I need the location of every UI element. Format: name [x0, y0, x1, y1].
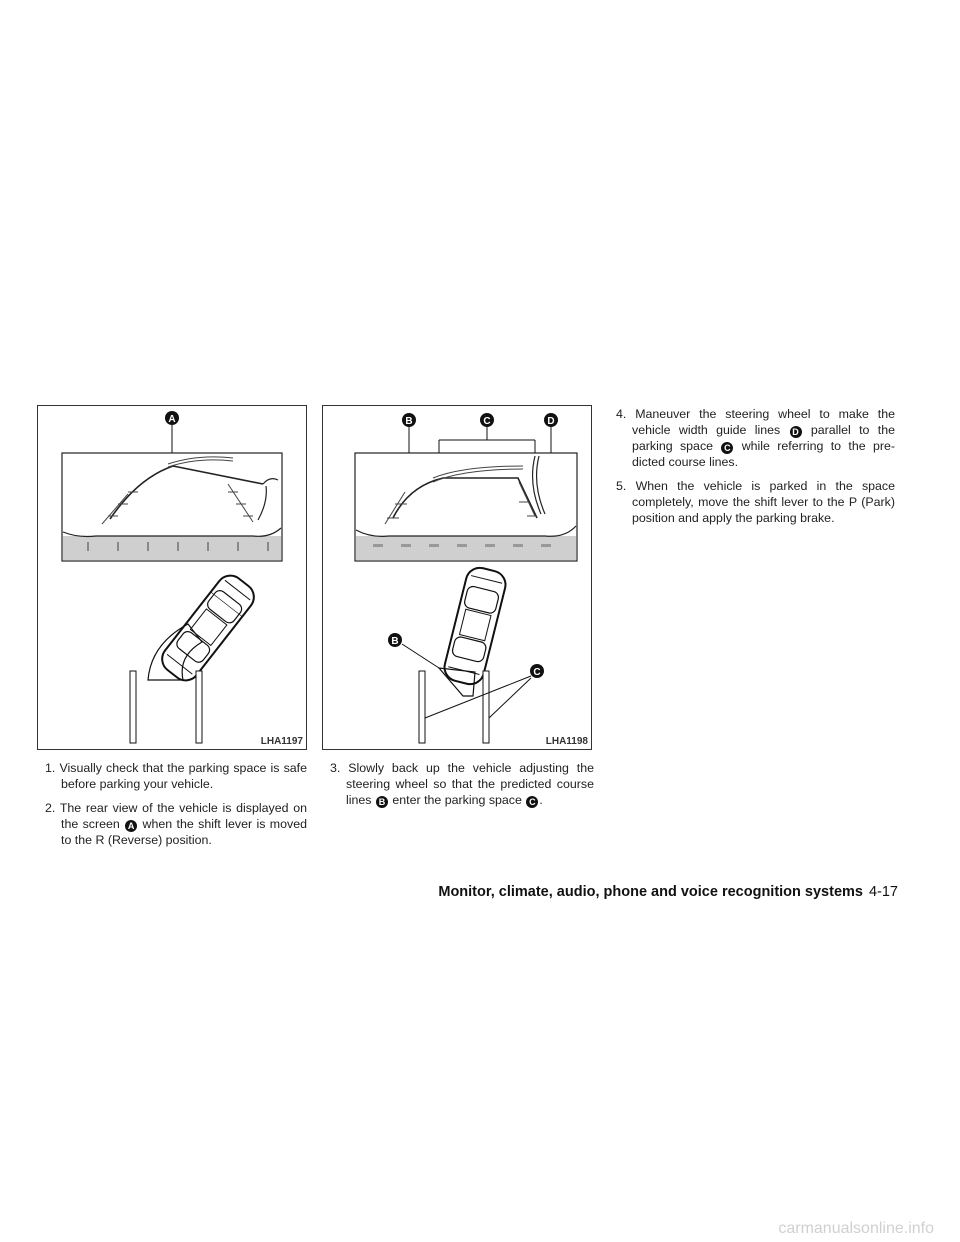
- callout-marker-icon: D: [790, 426, 802, 438]
- step-number: 4.: [616, 407, 636, 421]
- step-text: parallel to the parking space: [632, 423, 895, 453]
- step-text: Visually check that the parking space is safe before parking your vehicle.: [59, 761, 308, 791]
- callout-marker-icon: A: [125, 820, 137, 832]
- callout-marker-icon: C: [526, 796, 538, 808]
- rear-view-illustration-2: [323, 406, 593, 751]
- figure-lha1198: [322, 405, 592, 750]
- step-text: while referring to the pre-dicted course lines.: [632, 439, 895, 469]
- step-1: [37, 760, 307, 792]
- figure-id-label: LHA1198: [545, 736, 588, 747]
- svg-text:C: C: [533, 667, 541, 678]
- step-text: The rear view of the vehicle is displayed on the screen: [59, 801, 307, 831]
- step-number: 3.: [330, 761, 349, 775]
- callout-marker-icon: B: [376, 796, 388, 808]
- step-5: [608, 478, 895, 526]
- step-4: [608, 406, 895, 470]
- text-column-2: [322, 760, 594, 816]
- svg-text:C: C: [483, 416, 491, 427]
- svg-text:B: B: [405, 416, 413, 427]
- svg-text:D: D: [547, 416, 555, 427]
- rear-view-illustration-1: [38, 406, 308, 751]
- callout-marker-icon: C: [721, 442, 733, 454]
- text-column-1: [37, 760, 307, 856]
- svg-text:B: B: [391, 636, 399, 647]
- page-number: 4-17: [868, 884, 898, 900]
- step-3: [322, 760, 594, 808]
- step-text: enter the parking space: [388, 793, 526, 807]
- step-text: Slowly back up the vehicle adjusting the steering wheel so that the predicted course lines: [346, 761, 594, 807]
- section-title: Monitor, climate, audio, phone and voice recognition systems: [438, 884, 863, 900]
- step-2: [37, 800, 307, 848]
- figure-id-label: LHA1197: [260, 736, 303, 747]
- step-text: .: [539, 793, 543, 807]
- step-text: When the vehicle is parked in the space completely, move the shift lever to the P (Park) position and apply the parking brake.: [632, 479, 896, 525]
- page-footer: [438, 884, 898, 900]
- figure-lha1197: [37, 405, 307, 750]
- step-text: Maneuver the steering wheel to make the vehicle width guide lines: [632, 407, 895, 437]
- step-number: 5.: [616, 479, 636, 493]
- watermark: carmanualsonline.info: [778, 1220, 934, 1237]
- svg-text:A: A: [168, 414, 176, 425]
- step-text: when the shift lever is moved to the R (Reverse) position.: [61, 817, 307, 847]
- step-number: 2.: [45, 801, 60, 815]
- text-column-3: [608, 406, 895, 534]
- step-number: 1.: [45, 761, 60, 775]
